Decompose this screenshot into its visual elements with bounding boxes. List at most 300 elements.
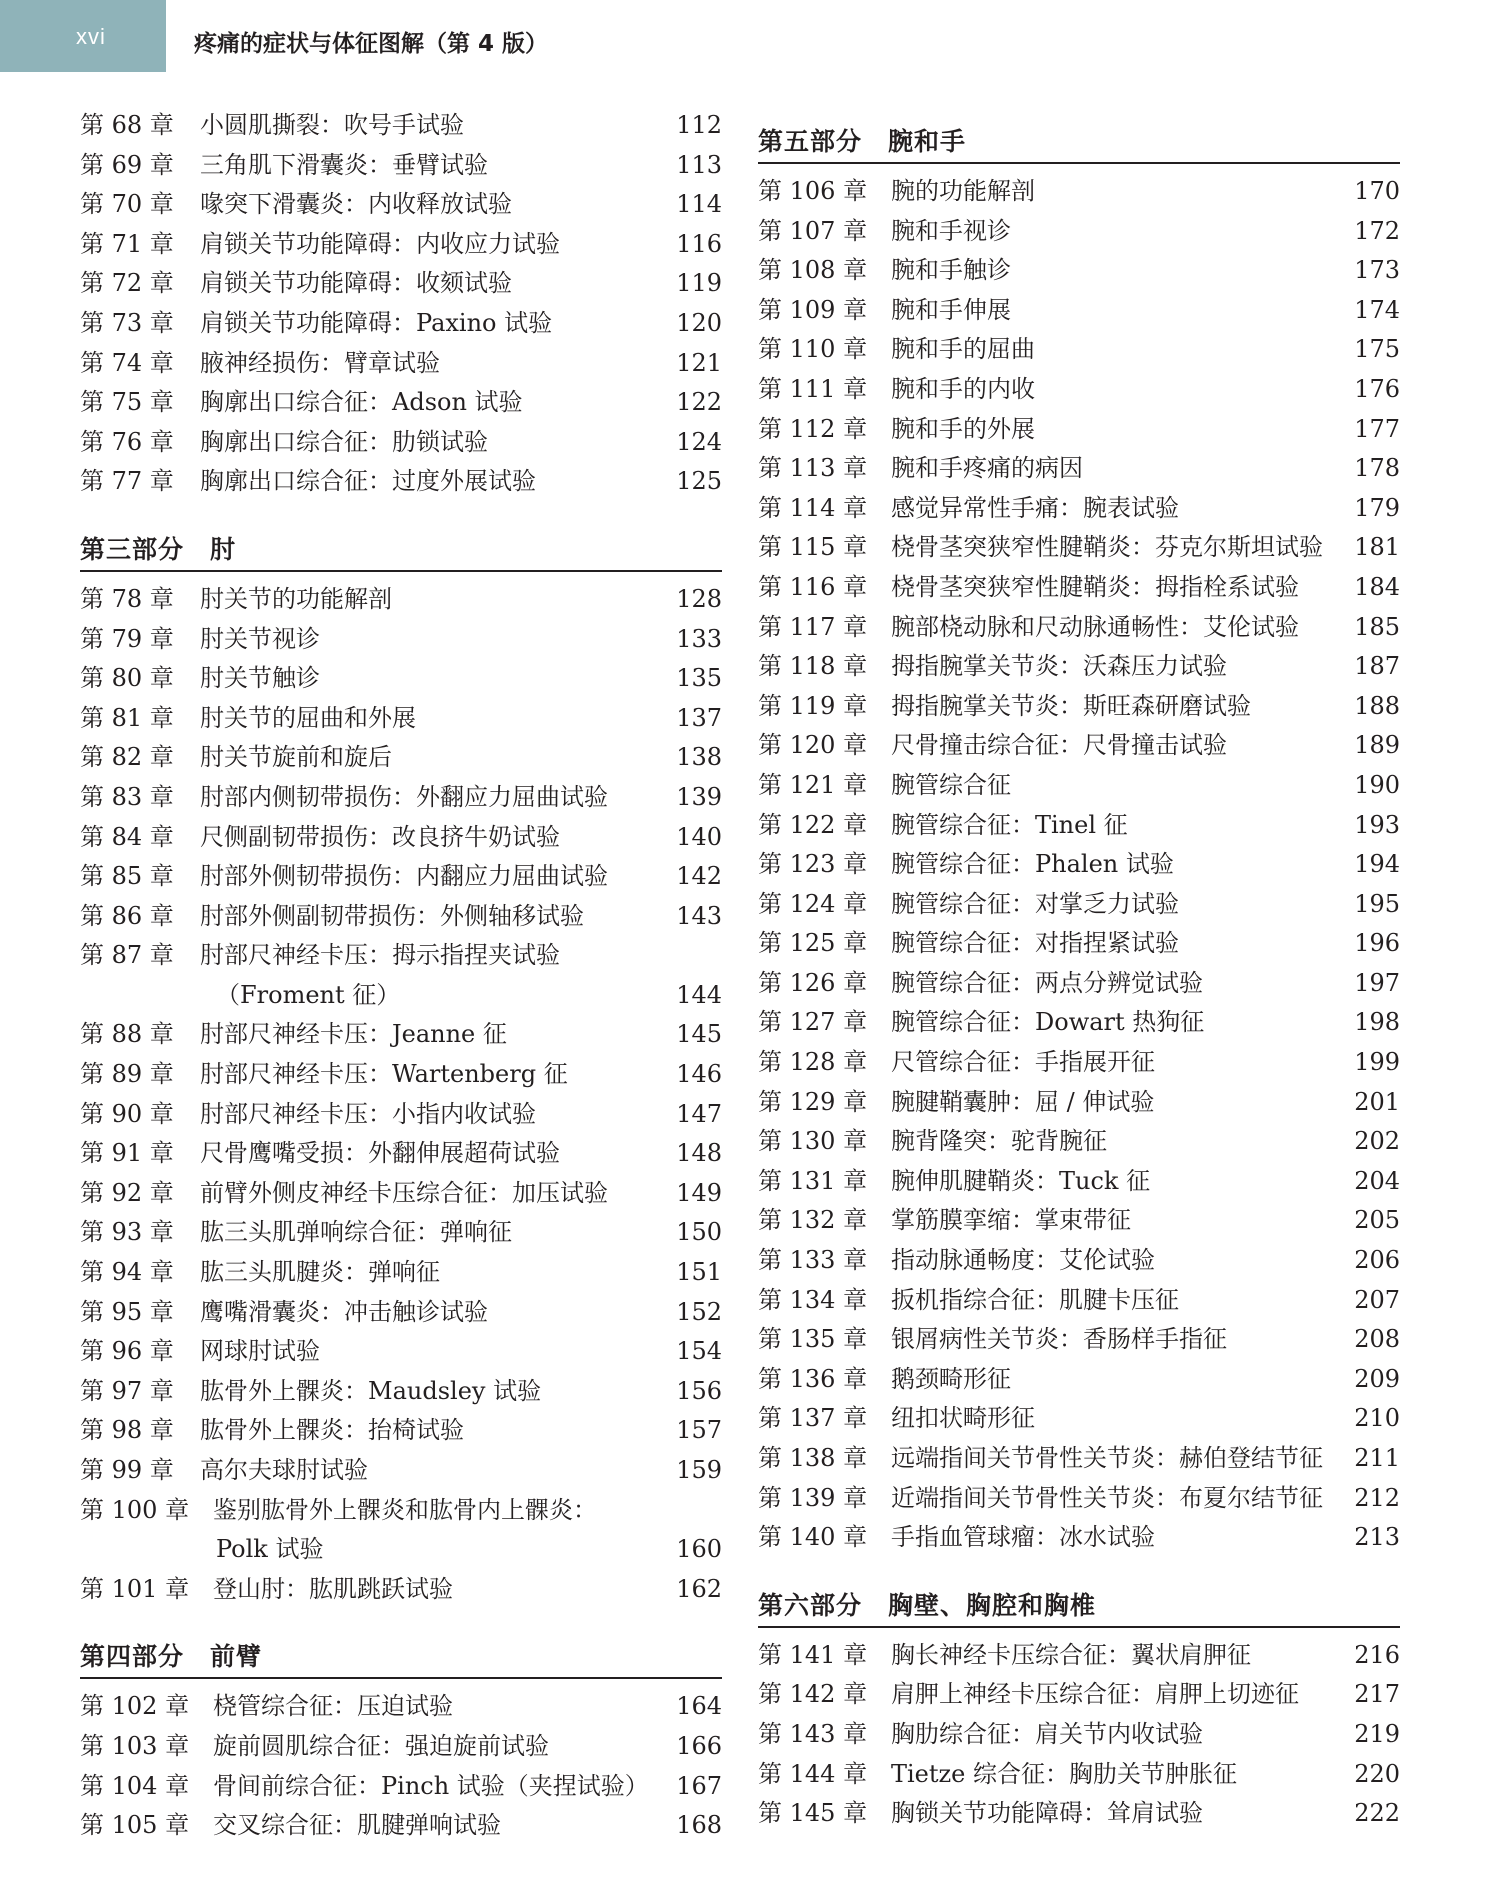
chapter-title: 肘关节的功能解剖 [200, 584, 392, 613]
page-ref: 212 [1354, 1483, 1400, 1512]
chapter-title: 桡管综合征：压迫试验 [213, 1692, 453, 1721]
chapter-number: 第 121 章 [758, 770, 868, 799]
chapter-title: 桡骨茎突狭窄性腱鞘炎：拇指栓系试验 [891, 572, 1299, 601]
chapter-number: 第 113 章 [758, 454, 868, 483]
page-ref: 113 [676, 150, 722, 179]
toc-entry[interactable] [80, 264, 722, 304]
page-ref: 202 [1354, 1127, 1400, 1156]
page-ref: 190 [1354, 770, 1400, 799]
toc-entry[interactable] [80, 580, 722, 620]
toc-entry[interactable] [80, 1570, 722, 1610]
chapter-title: 腕伸肌腱鞘炎：Tuck 征 [891, 1166, 1151, 1195]
chapter-number: 第 124 章 [758, 889, 868, 918]
toc-entry[interactable] [758, 766, 1400, 806]
page-ref: 112 [676, 111, 722, 139]
toc-entry[interactable] [758, 251, 1400, 291]
toc-entry[interactable] [80, 659, 722, 699]
chapter-number: 第 85 章 [80, 862, 174, 891]
chapter-number: 第 77 章 [80, 467, 174, 496]
page-ref: 206 [1354, 1246, 1400, 1275]
page-ref: 181 [1354, 533, 1400, 562]
page-ref: 189 [1354, 731, 1400, 760]
chapter-title: 肱三头肌腱炎：弹响征 [200, 1258, 440, 1287]
chapter-number: 第 128 章 [758, 1048, 868, 1077]
toc-entry[interactable] [80, 423, 722, 463]
page-ref: 139 [676, 782, 722, 811]
chapter-title: 拇指腕掌关节炎：沃森压力试验 [891, 652, 1227, 681]
page-ref: 157 [676, 1416, 722, 1445]
toc-entry[interactable] [758, 370, 1400, 410]
chapter-title: 腕腱鞘囊肿：屈 / 伸试验 [891, 1087, 1155, 1116]
chapter-number: 第 92 章 [80, 1178, 174, 1207]
page-ref: 213 [1354, 1523, 1400, 1552]
chapter-title: 腕和手的屈曲 [891, 335, 1035, 364]
toc-entry[interactable] [758, 1479, 1400, 1519]
page-ref: 138 [676, 743, 722, 772]
toc-entry[interactable] [80, 1806, 722, 1846]
chapter-number: 第 83 章 [80, 782, 174, 811]
page-ref: 149 [676, 1178, 722, 1207]
chapter-title: 鹅颈畸形征 [891, 1364, 1011, 1393]
section-heading [80, 1621, 722, 1679]
page-ref: 220 [1354, 1759, 1400, 1788]
page-ref: 146 [676, 1060, 722, 1089]
chapter-title: 肘部外侧韧带损伤：内翻应力屈曲试验 [200, 862, 608, 891]
toc-entry[interactable] [758, 1281, 1400, 1321]
chapter-number: 第 120 章 [758, 731, 868, 760]
chapter-number: 第 108 章 [758, 256, 868, 285]
chapter-number: 第 117 章 [758, 612, 868, 641]
chapter-number: 第 75 章 [80, 388, 174, 417]
chapter-title: 尺骨撞击综合征：尺骨撞击试验 [891, 731, 1227, 760]
chapter-title: 腕管综合征：Phalen 试验 [891, 850, 1174, 879]
page-ref: 121 [676, 348, 722, 377]
toc-entry[interactable] [80, 1727, 722, 1767]
page-ref: 119 [676, 269, 722, 298]
toc-entry[interactable] [758, 568, 1400, 608]
chapter-number: 第 139 章 [758, 1483, 868, 1512]
page-number-box [0, 0, 166, 72]
toc-entry[interactable] [80, 818, 722, 858]
chapter-number: 第 72 章 [80, 269, 174, 298]
chapter-title: 感觉异常性手痛：腕表试验 [891, 493, 1179, 522]
chapter-title: 手指血管球瘤：冰水试验 [891, 1523, 1155, 1552]
page-ref: 168 [676, 1811, 722, 1840]
page-ref: 164 [676, 1692, 722, 1721]
chapter-title: 肘关节触诊 [200, 664, 320, 693]
chapter-title: 扳机指综合征：肌腱卡压征 [891, 1285, 1179, 1314]
chapter-title: 旋前圆肌综合征：强迫旋前试验 [213, 1731, 549, 1760]
chapter-number: 第 111 章 [758, 374, 868, 403]
page-ref: 187 [1354, 652, 1400, 681]
page-ref: 174 [1354, 295, 1400, 324]
chapter-title: 尺骨鹰嘴受损：外翻伸展超荷试验 [200, 1139, 560, 1168]
toc-entry[interactable] [80, 1095, 722, 1135]
page-ref: 147 [676, 1099, 722, 1128]
chapter-number: 第 73 章 [80, 308, 174, 337]
chapter-title: 胸长神经卡压综合征：翼状肩胛征 [891, 1640, 1251, 1669]
chapter-title: 肱骨外上髁炎：Maudsley 试验 [200, 1376, 542, 1405]
toc-entry[interactable] [758, 608, 1400, 648]
page-ref: 170 [1354, 177, 1400, 205]
page-ref: 217 [1354, 1680, 1400, 1709]
chapter-title: 肘部内侧韧带损伤：外翻应力屈曲试验 [200, 782, 608, 811]
chapter-title: 腕和手的内收 [891, 374, 1035, 403]
toc-entry[interactable] [758, 1794, 1400, 1834]
page-ref: 184 [1354, 572, 1400, 601]
page-ref: 114 [676, 190, 722, 219]
toc-entry[interactable] [758, 1715, 1400, 1755]
toc-entry[interactable] [80, 185, 722, 225]
chapter-title: 纽扣状畸形征 [891, 1404, 1035, 1433]
book-title: 疼痛的症状与体征图解（第 4 版） [194, 31, 549, 57]
toc-entry[interactable] [758, 885, 1400, 925]
chapter-number: 第 103 章 [80, 1731, 190, 1760]
chapter-title: 拇指腕掌关节炎：斯旺森研磨试验 [891, 691, 1251, 720]
toc-entry[interactable] [758, 1043, 1400, 1083]
page-ref: 210 [1354, 1404, 1400, 1433]
section-heading [80, 514, 722, 572]
toc-entry[interactable] [758, 1201, 1400, 1241]
chapter-title: 鹰嘴滑囊炎：冲击触诊试验 [200, 1297, 488, 1326]
chapter-number: 第 115 章 [758, 533, 868, 562]
chapter-title: 登山肘：肱肌跳跃试验 [213, 1574, 453, 1603]
toc-right-column [758, 106, 1400, 1834]
chapter-number: 第 126 章 [758, 968, 868, 997]
chapter-number: 第 110 章 [758, 335, 868, 364]
toc-entry[interactable] [758, 647, 1400, 687]
toc-entry[interactable] [758, 489, 1400, 529]
page-ref: 156 [676, 1376, 722, 1405]
chapter-number: 第 97 章 [80, 1376, 174, 1405]
chapter-title: 腕管综合征：两点分辨觉试验 [891, 968, 1203, 997]
toc-entry[interactable] [80, 1253, 722, 1293]
chapter-title: 骨间前综合征：Pinch 试验（夹捏试验） [213, 1771, 649, 1800]
toc-entry[interactable] [758, 449, 1400, 489]
toc-entry[interactable] [80, 1293, 722, 1333]
toc-entry[interactable] [80, 1372, 722, 1412]
chapter-number: 第 98 章 [80, 1416, 174, 1445]
page-ref: 125 [676, 467, 722, 496]
toc-entry[interactable] [758, 924, 1400, 964]
chapter-number: 第 141 章 [758, 1640, 868, 1669]
page-ref: 219 [1354, 1719, 1400, 1748]
chapter-number: 第 118 章 [758, 652, 868, 681]
chapter-title: 尺侧副韧带损伤：改良挤牛奶试验 [200, 822, 560, 851]
page-ref: 151 [676, 1258, 722, 1287]
toc-entry[interactable] [758, 291, 1400, 331]
chapter-title: 腕的功能解剖 [891, 177, 1035, 205]
page-ref: 150 [676, 1218, 722, 1247]
toc-entry[interactable] [80, 462, 722, 502]
chapter-number: 第 80 章 [80, 664, 174, 693]
chapter-number: 第 106 章 [758, 177, 868, 205]
toc-entry[interactable] [758, 1122, 1400, 1162]
toc-entry[interactable] [80, 304, 722, 344]
toc-entry[interactable] [80, 1213, 722, 1253]
page-ref: 193 [1354, 810, 1400, 839]
toc-entry[interactable] [80, 344, 722, 384]
page-ref: 195 [1354, 889, 1400, 918]
toc-entry[interactable] [80, 1174, 722, 1214]
page-ref: 208 [1354, 1325, 1400, 1354]
toc-entry[interactable] [758, 1003, 1400, 1043]
chapter-title: 腕管综合征：Dowart 热狗征 [891, 1008, 1205, 1037]
chapter-number: 第 87 章 [80, 941, 174, 970]
chapter-number: 第 84 章 [80, 822, 174, 851]
chapter-title: 腕管综合征：对指捏紧试验 [891, 929, 1179, 958]
page-ref: 179 [1354, 493, 1400, 522]
page-ref: 122 [676, 388, 722, 417]
page-ref: 185 [1354, 612, 1400, 641]
chapter-title: 肩锁关节功能障碍：收颏试验 [200, 269, 512, 298]
toc-entry[interactable] [80, 1015, 722, 1055]
chapter-title: 肩锁关节功能障碍：内收应力试验 [200, 229, 560, 258]
toc-entry[interactable] [758, 410, 1400, 450]
chapter-title: 肘关节视诊 [200, 624, 320, 653]
page-ref: 145 [676, 1020, 722, 1049]
toc-entry[interactable] [758, 1399, 1400, 1439]
toc-entry[interactable] [758, 172, 1400, 212]
page-ref: 116 [676, 229, 722, 258]
page-ref: 178 [1354, 454, 1400, 483]
toc-entry[interactable] [758, 1675, 1400, 1715]
chapter-number: 第 119 章 [758, 691, 868, 720]
toc-entry[interactable] [80, 778, 722, 818]
chapter-number: 第 143 章 [758, 1719, 868, 1748]
chapter-number: 第 127 章 [758, 1008, 868, 1037]
chapter-title: 三角肌下滑囊炎：垂臂试验 [200, 150, 488, 179]
toc-entry[interactable] [758, 1162, 1400, 1202]
page-ref: 175 [1354, 335, 1400, 364]
chapter-number: 第 89 章 [80, 1060, 174, 1089]
chapter-number: 第 88 章 [80, 1020, 174, 1049]
toc-entry[interactable] [758, 1636, 1400, 1676]
page-ref: 135 [676, 664, 722, 693]
page-ref: 120 [676, 308, 722, 337]
toc-entry[interactable] [80, 936, 722, 976]
page-ref: 159 [676, 1456, 722, 1484]
chapter-number: 第 140 章 [758, 1523, 868, 1552]
chapter-number: 第 68 章 [80, 111, 174, 139]
chapter-number: 第 76 章 [80, 427, 174, 456]
chapter-number: 第 102 章 [80, 1692, 190, 1721]
page-ref: 196 [1354, 929, 1400, 958]
chapter-title: 胸肋综合征：肩关节内收试验 [891, 1719, 1203, 1748]
chapter-title: 交叉综合征：肌腱弹响试验 [213, 1811, 501, 1840]
page-ref: 154 [676, 1337, 722, 1366]
chapter-title: 胸廓出口综合征：肋锁试验 [200, 427, 488, 456]
chapter-title: 肘部尺神经卡压：Jeanne 征 [200, 1020, 507, 1049]
chapter-number: 第 100 章 [80, 1495, 190, 1524]
chapter-number: 第 134 章 [758, 1285, 868, 1314]
toc-entry[interactable] [758, 1360, 1400, 1400]
chapter-number: 第 112 章 [758, 414, 868, 443]
chapter-number: 第 91 章 [80, 1139, 174, 1168]
chapter-title: 桡骨茎突狭窄性腱鞘炎：芬克尔斯坦试验 [891, 533, 1323, 562]
toc-entry[interactable] [758, 1755, 1400, 1795]
toc-entry[interactable] [758, 1439, 1400, 1479]
page-ref: 172 [1354, 216, 1400, 245]
toc-entry[interactable] [80, 106, 722, 146]
chapter-number: 第 95 章 [80, 1297, 174, 1326]
chapter-title: 高尔夫球肘试验 [200, 1456, 368, 1484]
toc-entry[interactable] [80, 225, 722, 265]
chapter-title: 尺管综合征：手指展开征 [891, 1048, 1155, 1077]
chapter-title: 鉴别肱骨外上髁炎和肱骨内上髁炎： [213, 1495, 597, 1524]
toc-entry[interactable] [758, 1320, 1400, 1360]
page-ref: 152 [676, 1297, 722, 1326]
chapter-title: 肱骨外上髁炎：抬椅试验 [200, 1416, 464, 1445]
page-ref: 140 [676, 822, 722, 851]
chapter-title: 肘部外侧副韧带损伤：外侧轴移试验 [200, 901, 584, 930]
page-ref: 148 [676, 1139, 722, 1168]
toc-entry[interactable] [80, 1055, 722, 1095]
chapter-number: 第 131 章 [758, 1166, 868, 1195]
page-ref: 162 [676, 1574, 722, 1603]
chapter-number: 第 130 章 [758, 1127, 868, 1156]
toc-entry[interactable] [80, 620, 722, 660]
page-ref: 194 [1354, 850, 1400, 879]
toc-entry-continuation[interactable] [80, 976, 722, 1016]
page-ref: 142 [676, 862, 722, 891]
toc-entry[interactable] [80, 699, 722, 739]
chapter-number: 第 125 章 [758, 929, 868, 958]
page-ref: 198 [1354, 1008, 1400, 1037]
toc-entry[interactable] [758, 330, 1400, 370]
chapter-title: 腕背隆突：驼背腕征 [891, 1127, 1107, 1156]
page-ref: 160 [676, 1535, 722, 1564]
chapter-title: 腕和手视诊 [891, 216, 1011, 245]
page-ref: 128 [676, 584, 722, 613]
chapter-title: 肱三头肌弹响综合征：弹响征 [200, 1218, 512, 1247]
page-ref: 216 [1354, 1640, 1400, 1669]
chapter-number: 第 144 章 [758, 1759, 868, 1788]
chapter-title: 喙突下滑囊炎：内收释放试验 [200, 190, 512, 219]
chapter-number: 第 133 章 [758, 1246, 868, 1275]
chapter-number: 第 70 章 [80, 190, 174, 219]
page-ref: 199 [1354, 1048, 1400, 1077]
chapter-title: 腕管综合征：对掌乏力试验 [891, 889, 1179, 918]
toc-entry[interactable] [758, 964, 1400, 1004]
page-ref: 188 [1354, 691, 1400, 720]
chapter-title: 银屑病性关节炎：香肠样手指征 [891, 1325, 1227, 1354]
chapter-number: 第 136 章 [758, 1364, 868, 1393]
section-title: 第四部分 前臂 [80, 1642, 263, 1672]
toc-left-column [80, 106, 722, 1846]
page-ref: 209 [1354, 1364, 1400, 1393]
chapter-title: Tietze 综合征：胸肋关节肿胀征 [891, 1759, 1238, 1788]
chapter-number: 第 122 章 [758, 810, 868, 839]
page-ref: 173 [1354, 256, 1400, 285]
toc-entry[interactable] [80, 1687, 722, 1727]
page-ref: 167 [676, 1771, 722, 1800]
toc-entry[interactable] [758, 212, 1400, 252]
section-heading [758, 106, 1400, 164]
chapter-title: 胸锁关节功能障碍：耸肩试验 [891, 1799, 1203, 1828]
chapter-number: 第 105 章 [80, 1811, 190, 1840]
toc-entry[interactable] [80, 1767, 722, 1807]
chapter-title: 网球肘试验 [200, 1337, 320, 1366]
toc-entry[interactable] [80, 857, 722, 897]
chapter-number: 第 135 章 [758, 1325, 868, 1354]
chapter-title: 掌筋膜挛缩：掌束带征 [891, 1206, 1131, 1235]
chapter-number: 第 101 章 [80, 1574, 190, 1603]
chapter-number: 第 123 章 [758, 850, 868, 879]
chapter-title: 腋神经损伤：臂章试验 [200, 348, 440, 377]
chapter-number: 第 81 章 [80, 703, 174, 732]
chapter-number: 第 142 章 [758, 1680, 868, 1709]
toc-entry[interactable] [758, 1518, 1400, 1558]
page-ref: 222 [1354, 1799, 1400, 1828]
chapter-number: 第 79 章 [80, 624, 174, 653]
chapter-title: 前臂外侧皮神经卡压综合征：加压试验 [200, 1178, 608, 1207]
chapter-number: 第 114 章 [758, 493, 868, 522]
chapter-number: 第 104 章 [80, 1771, 190, 1800]
page-ref: 144 [676, 980, 722, 1009]
chapter-title: 腕管综合征 [891, 770, 1011, 799]
chapter-number: 第 90 章 [80, 1099, 174, 1128]
page-ref: 207 [1354, 1285, 1400, 1314]
toc-entry[interactable] [80, 1332, 722, 1372]
toc-entry[interactable] [80, 1134, 722, 1174]
section-title: 第三部分 肘 [80, 534, 237, 564]
chapter-title: 胸廓出口综合征：Adson 试验 [200, 388, 523, 417]
toc-entry[interactable] [80, 1451, 722, 1491]
page-ref: 176 [1354, 374, 1400, 403]
chapter-number: 第 69 章 [80, 150, 174, 179]
chapter-title: 肘关节的屈曲和外展 [200, 703, 416, 732]
page-ref: 124 [676, 427, 722, 456]
page-ref: 201 [1354, 1087, 1400, 1116]
toc-entry-continuation[interactable] [80, 1530, 722, 1570]
page-ref: 197 [1354, 968, 1400, 997]
page-number: xvi [76, 24, 106, 49]
toc-entry[interactable] [80, 383, 722, 423]
toc-entry[interactable] [758, 687, 1400, 727]
toc-entry[interactable] [758, 845, 1400, 885]
chapter-number: 第 107 章 [758, 216, 868, 245]
chapter-number: 第 138 章 [758, 1444, 868, 1472]
chapter-title: 小圆肌撕裂：吹号手试验 [200, 111, 464, 139]
toc-entry[interactable] [80, 1411, 722, 1451]
toc-entry[interactable] [758, 528, 1400, 568]
chapter-title: 肘部尺神经卡压：Wartenberg 征 [200, 1060, 568, 1089]
toc-entry[interactable] [80, 1491, 722, 1531]
section-title: 第六部分 胸壁、胸腔和胸椎 [758, 1590, 1097, 1620]
chapter-title: 腕管综合征：Tinel 征 [891, 810, 1128, 839]
toc-entry[interactable] [758, 1083, 1400, 1123]
chapter-number: 第 71 章 [80, 229, 174, 258]
toc-entry[interactable] [80, 738, 722, 778]
toc-entry[interactable] [758, 1241, 1400, 1281]
chapter-number: 第 129 章 [758, 1087, 868, 1116]
chapter-number: 第 82 章 [80, 743, 174, 772]
chapter-title: （Froment 征） [216, 980, 401, 1009]
chapter-number: 第 94 章 [80, 1258, 174, 1287]
page-ref: 205 [1354, 1206, 1400, 1235]
chapter-number: 第 86 章 [80, 901, 174, 930]
toc-entry[interactable] [758, 726, 1400, 766]
toc-entry[interactable] [758, 806, 1400, 846]
page-ref: 211 [1354, 1444, 1400, 1472]
chapter-number: 第 93 章 [80, 1218, 174, 1247]
chapter-title: 指动脉通畅度：艾伦试验 [891, 1246, 1155, 1275]
chapter-number: 第 132 章 [758, 1206, 868, 1235]
toc-entry[interactable] [80, 146, 722, 186]
chapter-number: 第 145 章 [758, 1799, 868, 1828]
toc-entry[interactable] [80, 897, 722, 937]
